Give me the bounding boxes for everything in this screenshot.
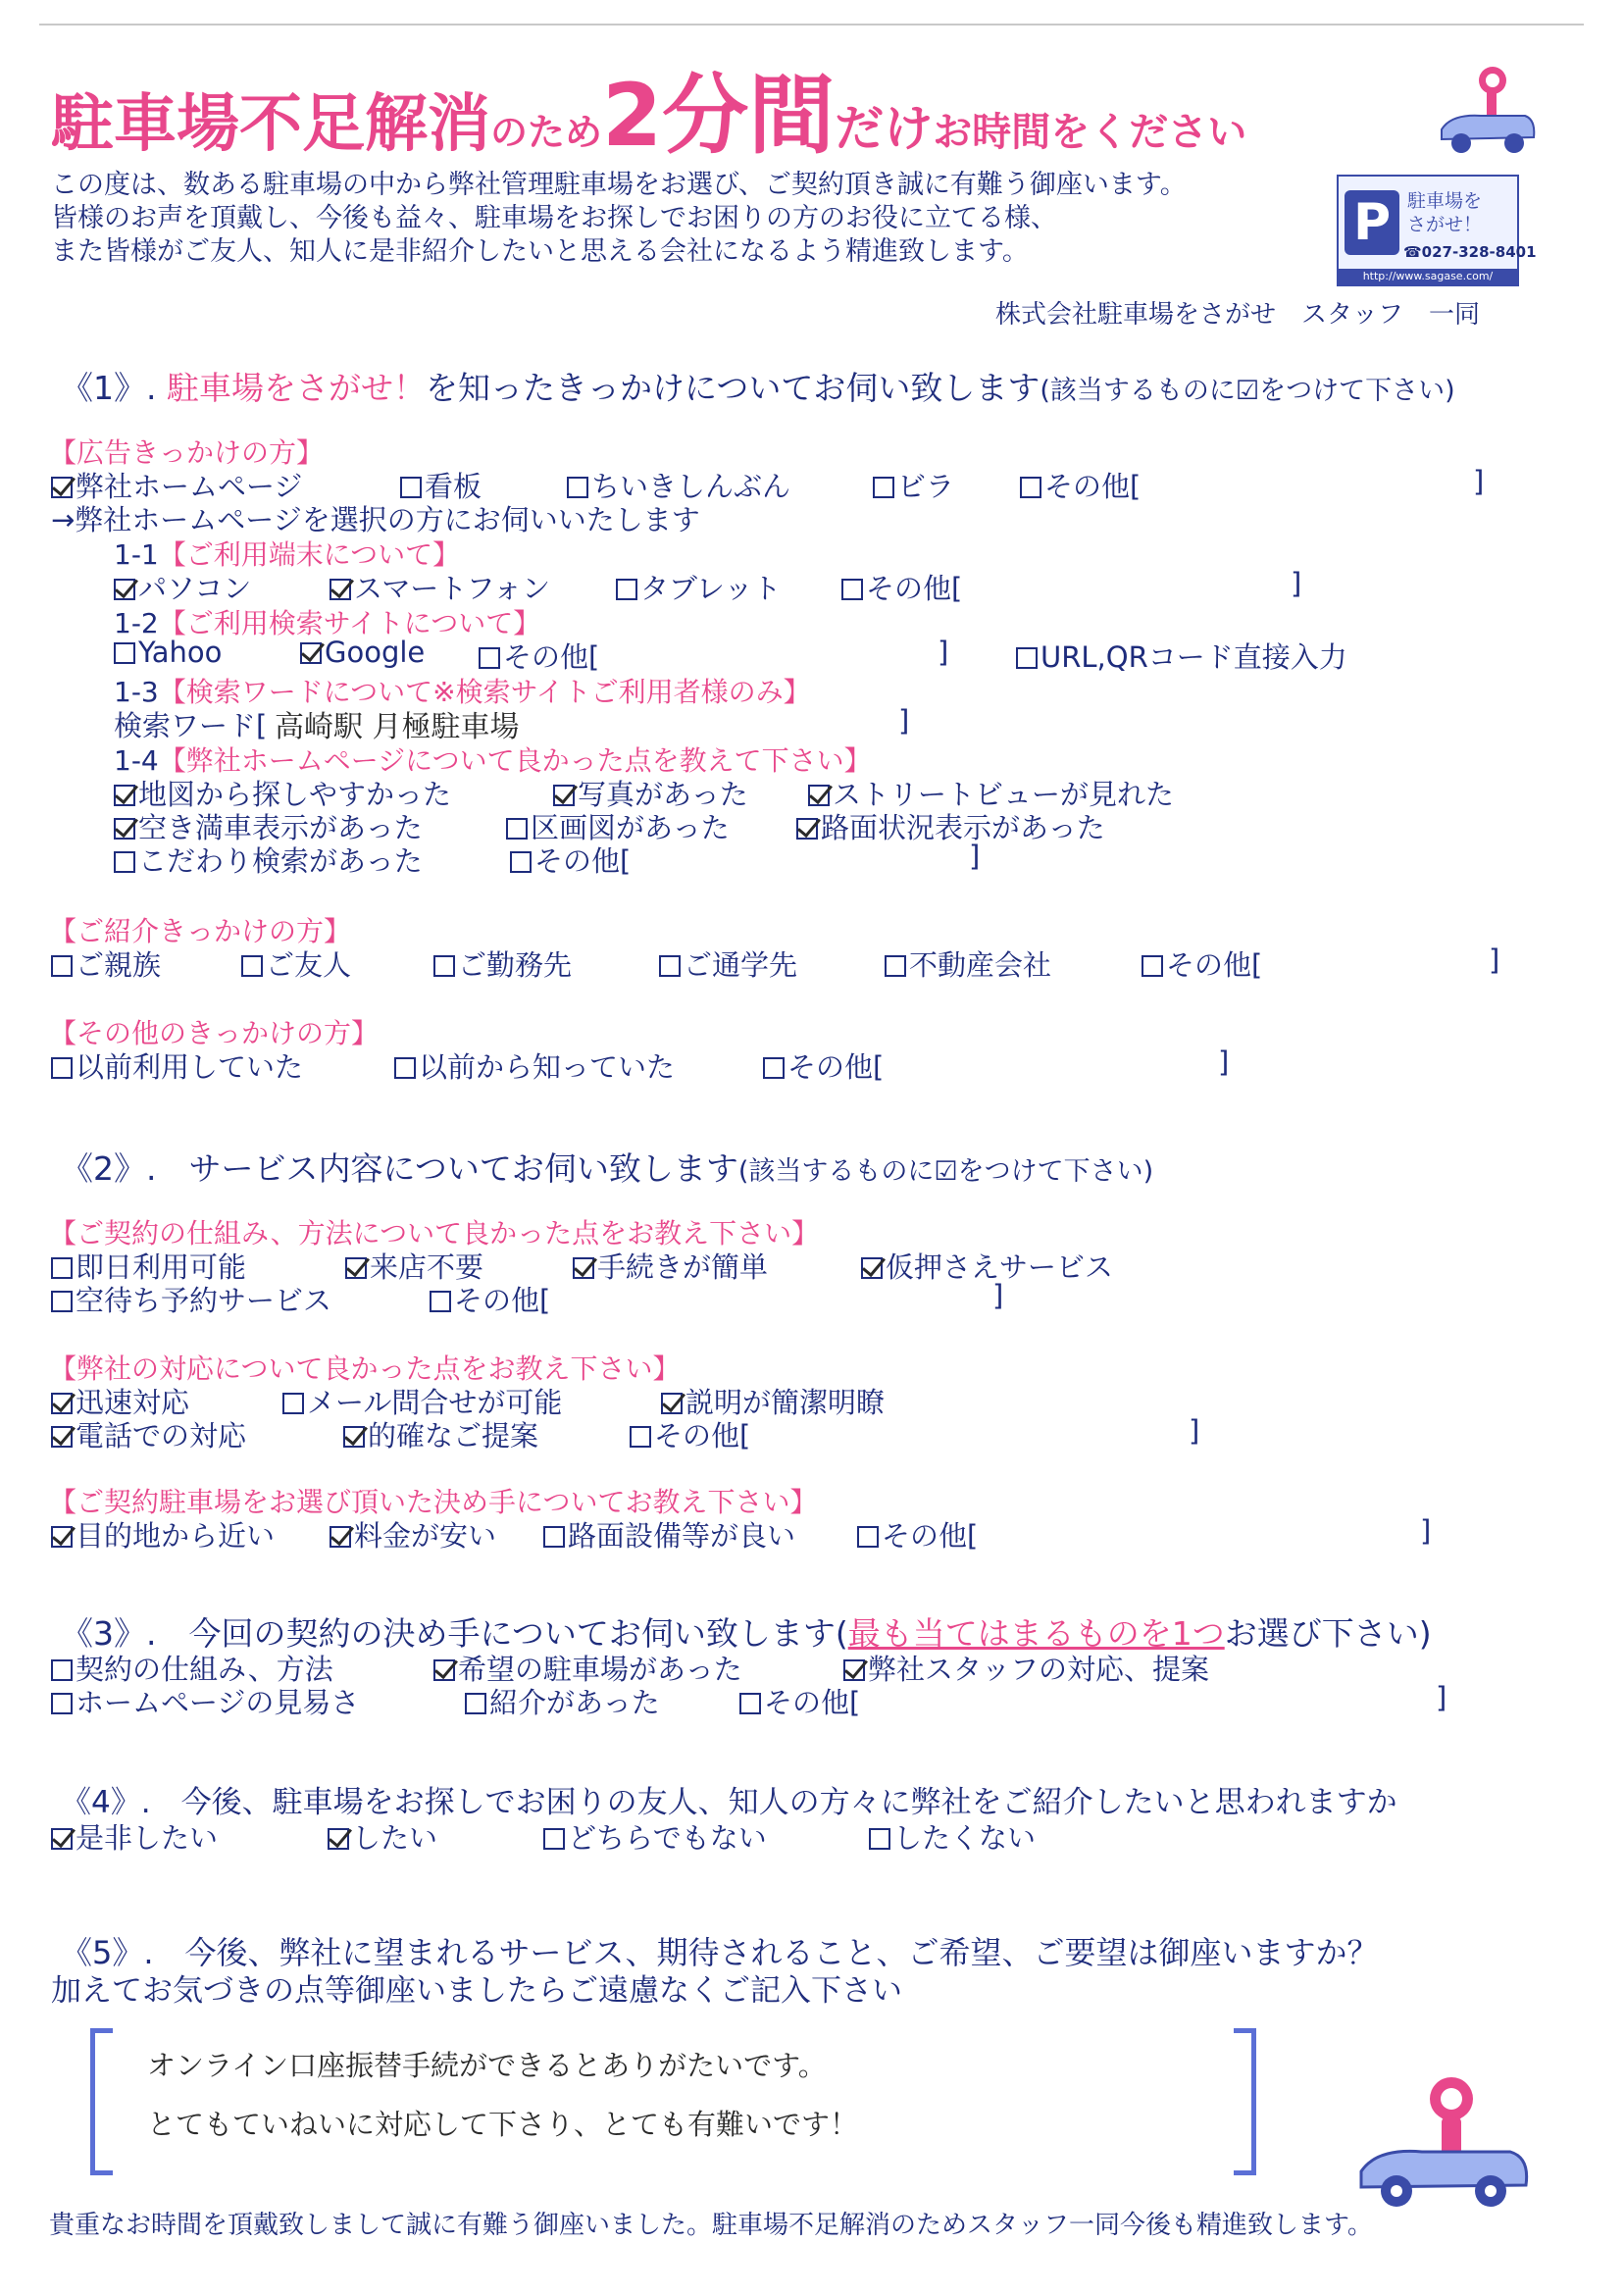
staff-row-1 [51,1381,1228,1419]
checkbox-icon[interactable] [506,818,528,840]
checkbox-checked-icon[interactable] [661,1393,683,1414]
checkbox-icon[interactable] [763,1057,785,1079]
checkbox-icon[interactable] [543,1828,565,1850]
option-contract-method[interactable]: 契約の仕組み、方法 [51,1648,333,1688]
option-street-view[interactable]: ストリートビューが見れた [808,773,1174,813]
option-local-paper[interactable]: ちいきしんぶん [567,465,790,505]
q5-heading-2: 加えてお気づきの点等御座いましたらご遠慮なくご記入下さい [51,1973,902,2009]
checkbox-icon[interactable] [430,1291,451,1312]
bracket-close: ] [969,840,981,873]
checkbox-icon[interactable] [51,1693,73,1714]
option-lot-map[interactable]: 区画図があった [506,806,730,846]
ad-category: 【広告きっかけの方】 [49,436,325,469]
option-knew-before[interactable]: 以前から知っていた [394,1045,675,1086]
homepage-good-row-1 [114,773,1291,811]
checkbox-icon[interactable] [479,647,500,669]
option-map-search[interactable]: 地図から探しやすかった [114,773,451,813]
checkbox-icon[interactable] [282,1393,304,1414]
option-workplace[interactable]: ご勤務先 [433,943,572,984]
checkbox-icon[interactable] [857,1526,879,1548]
checkbox-icon[interactable] [510,851,532,873]
other-category: 【その他のきっかけの方】 [49,1017,380,1049]
option-real-estate[interactable]: 不動産会社 [885,943,1051,984]
option-phone-response[interactable]: 電話での対応 [51,1414,246,1454]
option-yahoo[interactable]: Yahoo [114,636,222,669]
option-hold-service[interactable]: 仮押さえサービス [861,1246,1113,1286]
checkbox-checked-icon[interactable] [861,1257,883,1279]
bracket-close: ] [1189,1414,1200,1448]
option-desired-lot[interactable]: 希望の駐車場があった [433,1648,742,1688]
option-used-before[interactable]: 以前利用していた [51,1045,303,1086]
checkbox-icon[interactable] [394,1057,416,1079]
checkbox-checked-icon[interactable] [51,1828,73,1850]
checkbox-checked-icon[interactable] [330,1526,351,1548]
sub-1-3: 1-3【検索ワードについて※検索サイトご利用者様のみ】 [114,676,811,708]
footer-message: 貴重なお時間を頂戴致しまして誠に有難う御座いました。駐車場不足解消のためスタッフ一同今後も精進致します。 [49,2211,1373,2240]
q3-heading: 《3》. 今回の契約の決め手についてお伺い致します(最も当てはまるものを1つお選び下さい) [61,1614,1432,1653]
option-other[interactable]: その他[ [1020,465,1141,505]
page-title: 駐車場不足解消のため2分間だけお時間をください [51,65,1247,166]
option-referral[interactable]: 紹介があった [465,1681,660,1721]
bracket-close: ] [1291,567,1302,600]
referral-options [51,943,1522,982]
q3-row-2 [51,1681,1463,1719]
option-same-day[interactable]: 即日利用可能 [51,1246,246,1286]
checkbox-checked-icon[interactable] [328,1828,349,1850]
q1-heading: 《1》. 駐車場をさがせ！を知ったきっかけについてお伺い致します(該当するものに☑をつけて下さい) [61,369,1455,407]
checkbox-icon[interactable] [659,955,681,977]
device-options [114,567,1389,605]
checkbox-icon[interactable] [51,1057,73,1079]
checkbox-icon[interactable] [433,955,455,977]
q4-options [51,1816,1130,1855]
checkbox-icon[interactable] [465,1693,486,1714]
option-relative[interactable]: ご親族 [51,943,161,984]
checkbox-icon[interactable] [630,1426,651,1448]
option-vacancy[interactable]: 空き満車表示があった [114,806,423,846]
checkbox-icon[interactable] [51,1257,73,1279]
other-options [51,1045,1230,1084]
checkbox-checked-icon[interactable] [433,1659,455,1681]
intro-line-3: また皆様がご友人、知人に是非紹介したいと思える会社になるよう精進致します。 [51,236,1029,267]
checkbox-icon[interactable] [51,955,73,977]
checkbox-icon[interactable] [739,1693,761,1714]
bracket-close: ] [938,636,949,669]
option-other[interactable]: その他[ [630,1414,750,1454]
option-friend[interactable]: ご友人 [241,943,351,984]
search-word-label: 検索ワード[ [114,709,268,742]
homepage-good-row-2 [114,806,1291,844]
option-other[interactable]: その他[ [739,1681,860,1721]
bracket-close: ] [1420,1514,1432,1548]
answer-line-1[interactable]: オンライン口座振替手続ができるとありがたいです。 [147,2049,827,2082]
top-rule [39,24,1584,25]
signoff: 株式会社駐車場をさがせ スタッフ 一同 [995,300,1481,330]
option-pc[interactable]: パソコン [114,567,251,607]
sub-1-4: 1-4【弊社ホームページについて良かった点を教えて下さい】 [114,744,872,777]
option-quick-response[interactable]: 迅速対応 [51,1381,189,1421]
option-google[interactable]: Google [300,636,425,669]
checkbox-checked-icon[interactable] [51,1426,73,1448]
mascot-car-icon [1432,59,1540,167]
option-other[interactable]: その他[ [479,636,599,676]
checkbox-checked-icon[interactable] [114,785,135,806]
intro-line-2: 皆様のお声を頂戴し、今後も益々、駐車場をお探しでお困りの方のお役に立てる様、 [51,203,1057,233]
q2-heading: 《2》. サービス内容についてお伺い致します(該当するものに☑をつけて下さい) [61,1149,1154,1188]
option-easy-procedure[interactable]: 手続きが簡単 [573,1246,768,1286]
checkbox-checked-icon[interactable] [300,642,322,664]
checkbox-icon[interactable] [567,477,588,498]
option-clear-explanation[interactable]: 説明が簡潔明瞭 [661,1381,885,1421]
decision-options [51,1514,1444,1553]
checkbox-checked-icon[interactable] [843,1659,865,1681]
checkbox-checked-icon[interactable] [343,1426,365,1448]
option-neutral[interactable]: どちらでもない [543,1816,767,1857]
decision-category: 【ご契約駐車場をお選び頂いた決め手についてお教え下さい】 [49,1486,818,1518]
checkbox-icon[interactable] [1020,477,1041,498]
option-photos[interactable]: 写真があった [553,773,748,813]
contract-row-1 [51,1246,1228,1284]
checkbox-icon[interactable] [400,477,422,498]
homepage-followup: →弊社ホームページを選択の方にお伺いいたします [51,503,700,536]
checkbox-icon[interactable] [841,579,863,600]
q4-heading: 《4》. 今後、駐車場をお探しでお困りの友人、知人の方々に弊社をご紹介したいと思われますか [61,1785,1397,1820]
option-other[interactable]: その他[ [430,1279,550,1319]
checkbox-icon[interactable] [114,642,135,664]
option-proposal[interactable]: 的確なご提案 [343,1414,538,1454]
option-flyer[interactable]: ビラ [873,465,954,505]
intro-line-1: この度は、数ある駐車場の中から弊社管理駐車場をお選び、ご契約頂き誠に有難う御座います。 [51,170,1187,200]
checkbox-icon[interactable] [869,1828,890,1850]
option-website-readability[interactable]: ホームページの見易さ [51,1681,359,1721]
option-homepage[interactable]: 弊社ホームページ [51,465,302,505]
option-smartphone[interactable]: スマートフォン [330,567,550,607]
ad-options [51,465,1581,503]
checkbox-checked-icon[interactable] [330,579,351,600]
option-school[interactable]: ご通学先 [659,943,797,984]
homepage-good-row-3 [114,840,996,878]
option-other[interactable]: その他[ [857,1514,978,1555]
option-near-destination[interactable]: 目的地から近い [51,1514,275,1555]
checkbox-icon[interactable] [114,851,135,873]
option-waitlist[interactable]: 空待ち予約サービス [51,1279,331,1319]
option-no[interactable]: したくない [869,1816,1036,1857]
sub-1-2: 1-2【ご利用検索サイトについて】 [114,607,541,639]
option-tablet[interactable]: タブレット [616,567,782,607]
bracket-close: ] [1473,465,1485,498]
contract-row-2 [51,1279,1130,1317]
answer-bracket-right [1234,2028,1256,2175]
checkbox-icon[interactable] [616,579,637,600]
q3-row-1 [51,1648,1326,1686]
company-logo: P 駐車場を さがせ！ ☎027-328-8401 http://www.sagase.com/ [1337,175,1519,286]
checkbox-icon[interactable] [241,955,263,977]
bracket-close: ] [992,1279,1004,1312]
checkbox-checked-icon[interactable] [553,785,575,806]
checkbox-icon[interactable] [543,1526,565,1548]
checkbox-icon[interactable] [51,1659,73,1681]
option-other[interactable]: その他[ [510,840,631,880]
search-site-options [114,636,1418,674]
option-signboard[interactable]: 看板 [400,465,482,505]
mascot-car-icon [1344,2069,1540,2217]
option-road-surface[interactable]: 路面状況表示があった [796,806,1105,846]
search-word-value[interactable]: 高崎駅 月極駐車場 [275,710,520,744]
checkbox-checked-icon[interactable] [345,1257,367,1279]
option-definitely[interactable]: 是非したい [51,1816,218,1857]
option-other[interactable]: その他[ [763,1045,884,1086]
checkbox-checked-icon[interactable] [114,579,135,600]
checkbox-icon[interactable] [51,1291,73,1312]
checkbox-checked-icon[interactable] [808,785,830,806]
checkbox-checked-icon[interactable] [51,477,73,498]
checkbox-checked-icon[interactable] [796,818,818,840]
q5-heading: 《5》. 今後、弊社に望まれるサービス、期待されること、ご希望、ご要望は御座いますか？ [61,1934,1379,1971]
staff-row-2 [51,1414,1228,1453]
bracket-close: ] [1489,943,1500,977]
option-other[interactable]: その他[ [841,567,962,607]
sub-1-1: 1-1【ご利用端末について】 [114,538,461,571]
option-other[interactable]: その他[ [1142,943,1262,984]
answer-line-2[interactable]: とてもていねいに対応して下さり、とても有難いです！ [147,2108,859,2141]
checkbox-icon[interactable] [1016,647,1038,669]
search-word-row [114,704,918,744]
checkbox-icon[interactable] [873,477,894,498]
option-no-visit[interactable]: 来店不要 [345,1246,483,1286]
answer-bracket-left [90,2028,113,2175]
option-good-facilities[interactable]: 路面設備等が良い [543,1514,795,1555]
option-url-qr[interactable]: URL,QRコード直接入力 [1016,636,1347,676]
option-yes[interactable]: したい [328,1816,437,1857]
bracket-close: ] [898,704,910,738]
contract-category: 【ご契約の仕組み、方法について良かった点をお教え下さい】 [49,1217,820,1249]
option-detail-search[interactable]: こだわり検索があった [114,840,423,880]
checkbox-checked-icon[interactable] [51,1526,73,1548]
checkbox-checked-icon[interactable] [573,1257,594,1279]
option-staff-response[interactable]: 弊社スタッフの対応、提案 [843,1648,1209,1688]
option-email-inquiry[interactable]: メール問合せが可能 [282,1381,562,1421]
checkbox-icon[interactable] [885,955,906,977]
bracket-close: ] [1436,1681,1447,1714]
referral-category: 【ご紹介きっかけの方】 [49,915,352,947]
bracket-close: ] [1218,1045,1230,1079]
staff-category: 【弊社の対応について良かった点をお教え下さい】 [49,1352,681,1385]
checkbox-checked-icon[interactable] [114,818,135,840]
checkbox-icon[interactable] [1142,955,1163,977]
option-low-price[interactable]: 料金が安い [330,1514,496,1555]
checkbox-checked-icon[interactable] [51,1393,73,1414]
